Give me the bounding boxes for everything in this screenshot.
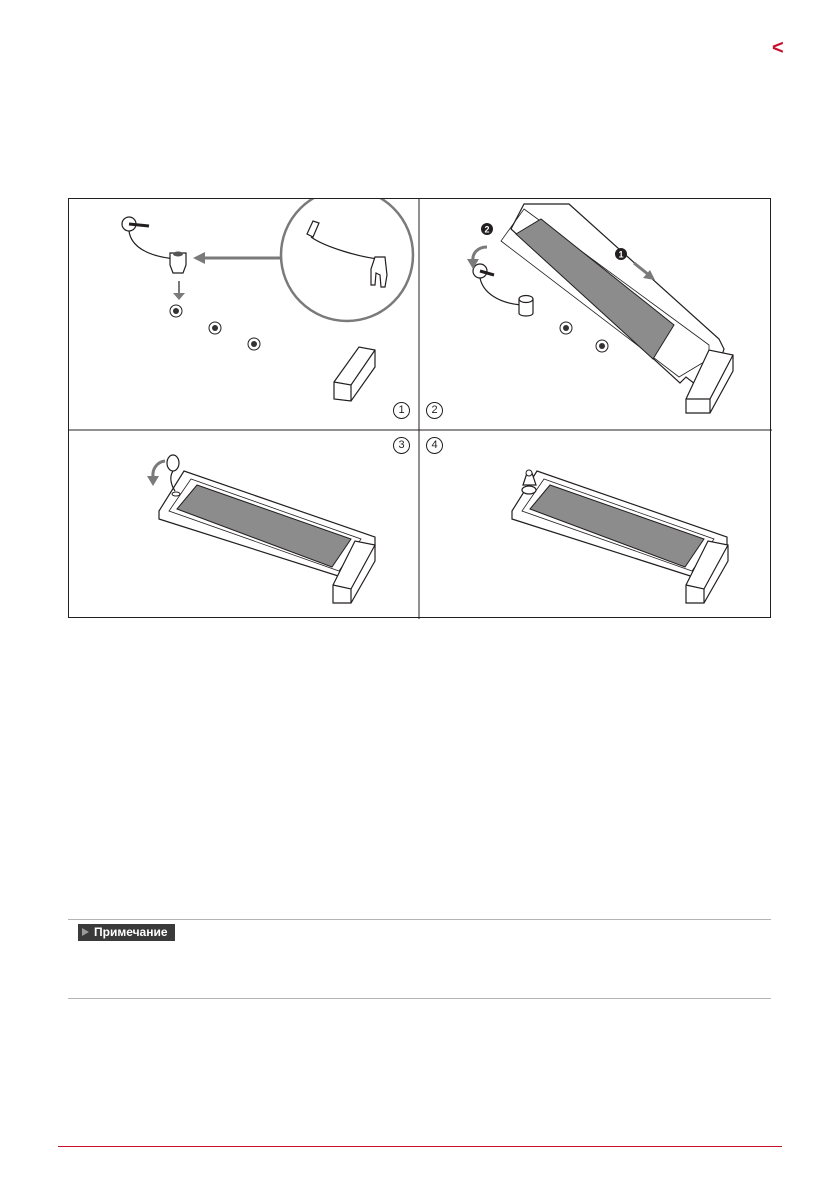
installation-illustration xyxy=(69,199,772,619)
panel-2-illustration xyxy=(467,204,733,413)
panel-1-illustration xyxy=(122,199,413,401)
panel-4-illustration xyxy=(512,470,728,603)
order-marker-2: 2 xyxy=(484,224,490,235)
step-number-2: 2 xyxy=(426,402,443,419)
panel-3-illustration xyxy=(147,455,375,603)
m2-installation-figure xyxy=(68,198,771,618)
note-label-text: Примечание xyxy=(94,925,168,939)
back-chevron-icon[interactable]: < xyxy=(772,37,784,59)
step-number-1: 1 xyxy=(393,402,410,419)
note-box xyxy=(68,919,771,999)
footer-rule xyxy=(58,1146,782,1147)
step-number-3: 3 xyxy=(393,437,410,454)
note-label xyxy=(78,924,175,941)
order-marker-1: 1 xyxy=(618,249,624,260)
note-arrow-icon xyxy=(82,928,89,936)
step-number-4: 4 xyxy=(426,437,443,454)
